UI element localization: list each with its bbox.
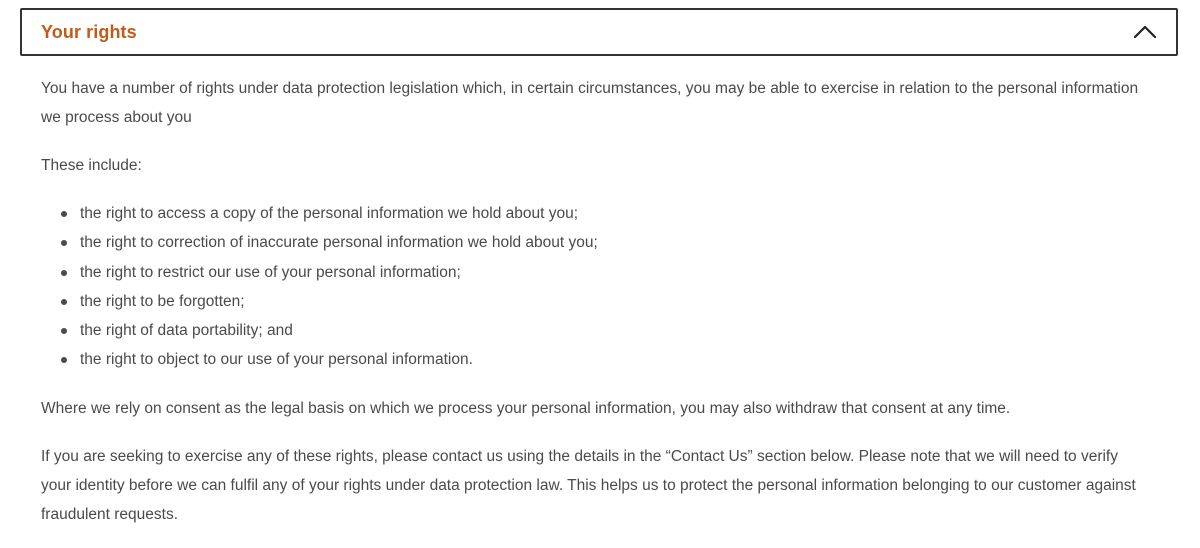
accordion-content	[41, 74, 1151, 548]
chevron-up-icon[interactable]	[1132, 24, 1158, 40]
accordion-header-your-rights[interactable]	[20, 8, 1178, 56]
rights-list	[41, 199, 1151, 375]
list-item: the right to restrict our use of your personal information;	[80, 258, 1151, 287]
list-item: the right to correction of inaccurate personal information we hold about you;	[80, 228, 1151, 257]
list-intro: These include:	[41, 157, 142, 174]
accordion-title: Your rights	[41, 21, 137, 42]
consent-paragraph: Where we rely on consent as the legal basis on which we process your personal information, you may also withdraw that consent at any time.	[41, 399, 1011, 417]
list-item: the right to access a copy of the personal information we hold about you;	[80, 199, 1151, 228]
list-item: the right to be forgotten;	[80, 287, 1151, 316]
intro-paragraph: You have a number of rights under data protection legislation which, in certain circumstances, you may be able to exercise in relation to the personal information we process about you	[41, 80, 1139, 126]
contact-paragraph: If you are seeking to exercise any of these rights, please contact us using the details in the “Contact Us” section below. Please note that we will need to verify your identity before we can fulfil any of your rights under data protection law. This helps us to protect the personal information belonging to our customer against fraudulent requests.	[41, 447, 1136, 523]
list-item: the right to object to our use of your personal information.	[80, 345, 1151, 374]
list-item: the right of data portability; and	[80, 316, 1151, 345]
